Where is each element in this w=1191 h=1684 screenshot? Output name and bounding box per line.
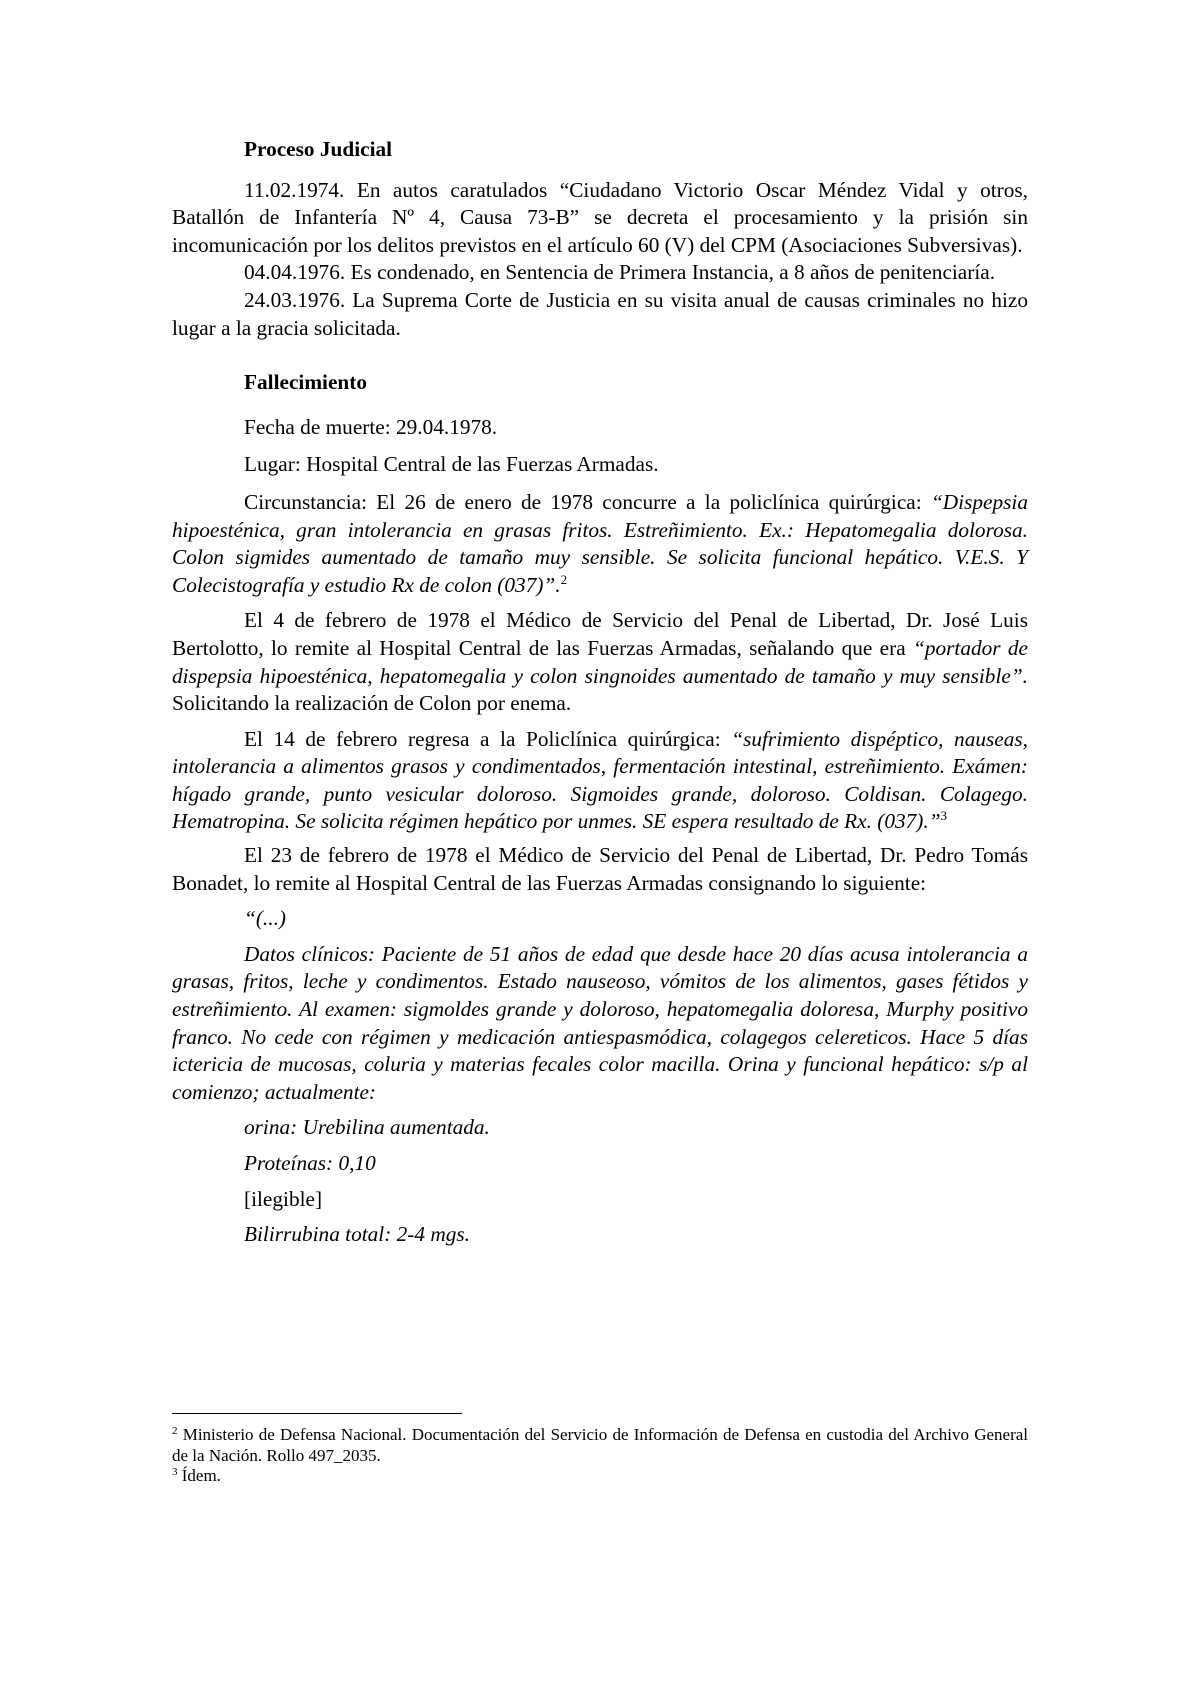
paragraph-procesamiento: 11.02.1974. En autos caratulados “Ciudadano Victorio Oscar Méndez Vidal y otros, Batallón de Infantería Nº 4, Causa 73-B” se decreta el procesamiento y la prisión sin incomunicación por los delitos previstos en el artículo 60 (V) del CPM (Asociaciones Subversivas). — [172, 177, 1028, 257]
footnote-ref-2[interactable]: 2 — [560, 571, 568, 587]
feb4-intro: El 4 de febrero de 1978 el Médico de Servicio del Penal de Libertad, Dr. José Luis Bertolotto, lo remite al Hospital Central de las Fuerzas Armadas, señalando que era — [172, 608, 1028, 660]
document-page — [172, 136, 1028, 1257]
footnote-divider — [172, 1413, 462, 1414]
lab-ilegible: [ilegible] — [244, 1186, 323, 1211]
footnote-3 — [172, 1466, 1028, 1487]
paragraph-datos-clinicos: Datos clínicos: Paciente de 51 años de edad que desde hace 20 días acusa intolerancia a grasas, fritos, leche y condimentos. Estado nauseoso, vómitos de los alimentos, gases fétidos y estreñimiento. Al examen: sigmoldes grande y doloroso, hepatomegalia doloresa, Murphy positivo franco. No cede con régimen y medicación antiespasmódica, colagegos celereticos. Hace 5 días ictericia de mucosas, coluria y materias fecales color macilla. Orina y funcional hepático: s/p al comienzo; actualmente: — [172, 941, 1028, 1104]
footnote-number-3: 3 — [172, 1466, 178, 1478]
death-place: Lugar: Hospital Central de las Fuerzas Armadas. — [244, 452, 659, 477]
footnote-text-3: Ídem. — [177, 1466, 221, 1485]
death-date: Fecha de muerte: 29.04.1978. — [244, 414, 498, 439]
paragraph-suprema-corte: 24.03.1976. La Suprema Corte de Justicia en su visita anual de causas criminales no hizo lugar a la gracia solicitada. — [172, 287, 1028, 340]
lab-bilirrubina: Bilirrubina total: 2-4 mgs. — [244, 1222, 470, 1247]
quote-open: “(...) — [244, 906, 287, 931]
footnote-number-2: 2 — [172, 1425, 178, 1437]
paragraph-4-febrero — [172, 607, 1028, 717]
lab-orina: orina: Urebilina aumentada. — [244, 1115, 490, 1140]
section-heading-judicial: Proceso Judicial — [244, 137, 393, 161]
footnote-2 — [172, 1425, 1028, 1466]
footnotes — [172, 1425, 1028, 1487]
paragraph-condena: 04.04.1976. Es condenado, en Sentencia de Primera Instancia, a 8 años de penitenciaría. — [244, 260, 996, 285]
paragraph-23-febrero: El 23 de febrero de 1978 el Médico de Servicio del Penal de Libertad, Dr. Pedro Tomás Bonadet, lo remite al Hospital Central de las Fuerzas Armadas consignando lo siguiente: — [172, 843, 1028, 895]
feb4-quote: “portador de dispepsia hipoesténica, hepatomegalia y colon singnoides aumentado de tamaño y muy sensible”. — [172, 635, 1028, 688]
paragraph-14-febrero — [172, 726, 1028, 836]
footnote-ref-3[interactable]: 3 — [940, 808, 948, 824]
circunstancia-intro: Circunstancia: El 26 de enero de 1978 concurre a la policlínica quirúrgica: — [244, 489, 931, 514]
feb14-intro: El 14 de febrero regresa a la Policlínica quirúrgica: — [244, 726, 732, 751]
lab-proteinas: Proteínas: 0,10 — [244, 1151, 376, 1175]
circunstancia-quote: “Dispepsia hipoesténica, gran intolerancia en grasas fritos. Estreñimiento. Ex.: Hepatomegalia dolorosa. Colon sigmides aumentado de tamaño muy sensible. Se solicita funcional hepático. V.E.S. Y Colecistografía y estudio Rx de colon (037)”. — [172, 489, 1028, 597]
feb14-quote: “sufrimiento dispéptico, nauseas, intolerancia a alimentos grasos y condimentados, fermentación intestinal, estreñimiento. Exámen: hígado grande, punto vesicular doloroso. Sigmoides grande, doloroso. Coldisan. Colagego. Hematropina. Se solicita régimen hepático por unmes. SE espera resultado de Rx. (037).” — [172, 726, 1028, 834]
footnote-text-2: Ministerio de Defensa Nacional. Documentación del Servicio de Información de Defensa en custodia del Archivo General de la Nación. Rollo 497_2035. — [172, 1425, 1028, 1465]
section-heading-fallecimiento: Fallecimiento — [244, 370, 368, 395]
feb4-end: Solicitando la realización de Colon por enema. — [172, 691, 572, 716]
paragraph-circunstancia — [172, 489, 1028, 599]
